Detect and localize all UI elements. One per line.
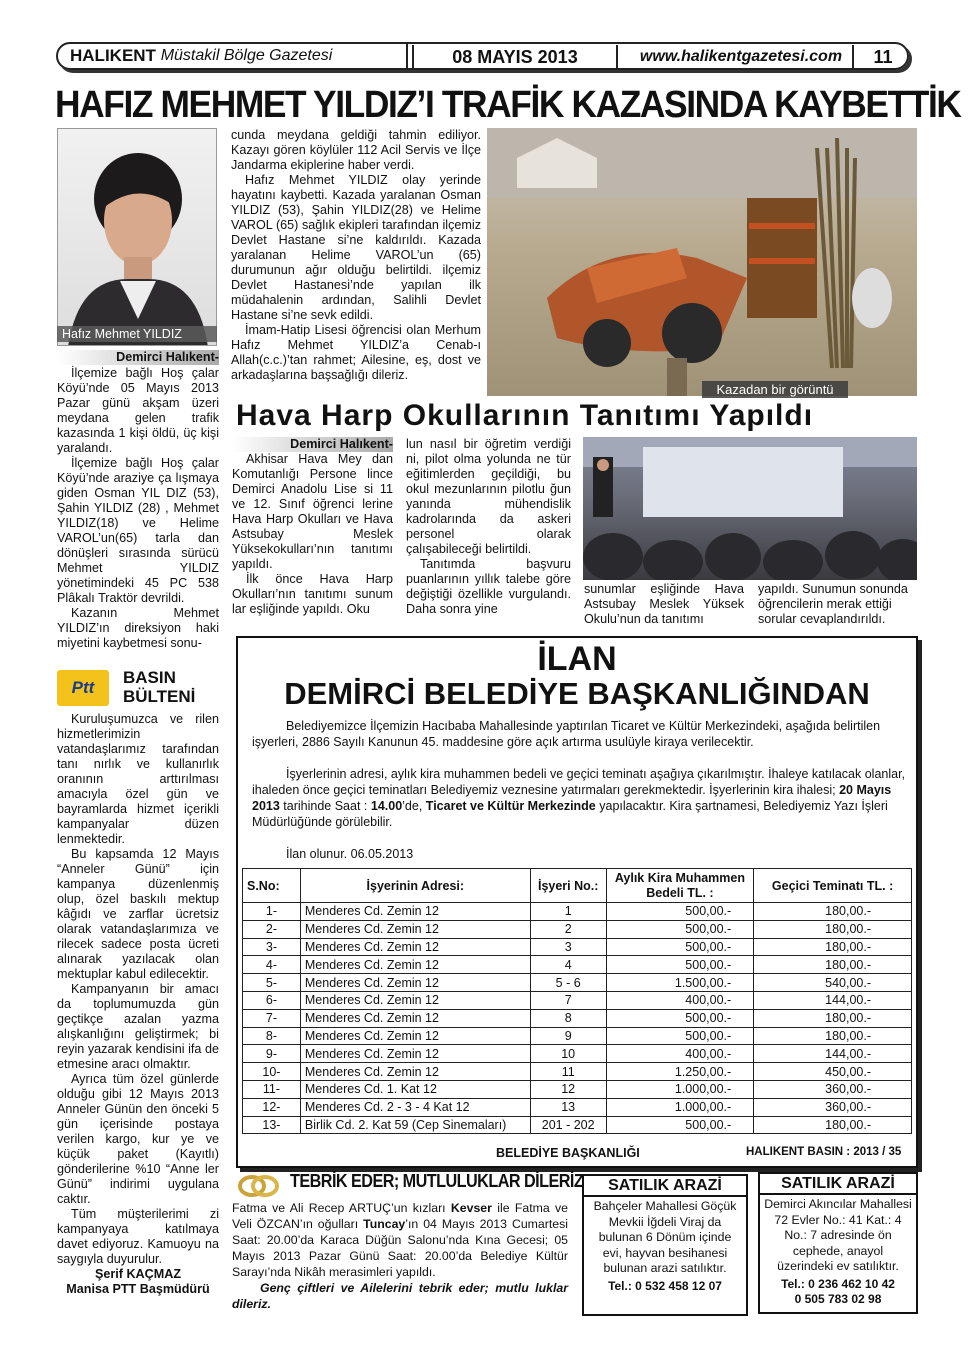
article1-col2-p1: cunda meydana geldiği tahmin ediliyor. Kazayı gören köylüler 112 Acil Servis ve İlçe Jandarma ekiplerine haber verdi.: [231, 128, 481, 172]
ptt-p5: Tüm müşterilerimi zi kampanyaya katılmaya davet ediyoruz. Kamuoyu na saygıyla duyurulur.: [57, 1207, 219, 1266]
row-rent: 500,00.-: [606, 1009, 754, 1027]
main-headline: HAFIZ MEHMET YILDIZ’I TRAFİK KAZASINDA KAYBETTİK: [55, 84, 961, 126]
accident-photo: [487, 128, 917, 396]
row-address: Menderes Cd. Zemin 12: [300, 938, 530, 956]
portrait-caption: Hafız Mehmet YILDIZ: [57, 326, 217, 342]
row-deposit: 360,00.-: [754, 1080, 912, 1098]
satilik1-phone: Tel.: 0 532 458 12 07: [608, 1278, 722, 1293]
ilan-p2d: yapılacaktır. Kira şartnamesi, Belediyemiz Yazı İşleri Müdürlüğünde görülebilir.: [252, 799, 888, 829]
article2-col4: yapıldı. Sunumun sonunda öğrencilerin merak ettiği sorular cevaplandırıldı.: [758, 582, 908, 626]
article2-title: Hava Harp Okullarının Tanıtımı Yapıldı: [236, 399, 814, 432]
issue-date: 08 MAYIS 2013: [412, 45, 618, 69]
masthead-brand: HALIKENT: [70, 46, 156, 65]
table-row: [243, 1098, 912, 1116]
ilan-p2a: İşyerlerinin adresi, aylık kira muhammen bedeli ve geçici teminatı aşağıya çıkarılmıştır. İhaleye katılacak olanlar, ihaleden önce geçici teminatları Belediyemiz veznesine yatırmaları gerekmektedir. İşyerlerinin kira ihalesi;: [252, 767, 906, 797]
satilik1-title: SATILIK ARAZİ: [584, 1176, 746, 1197]
ptt-logo-text: Ptt: [71, 678, 95, 697]
ilan-p2c: ’de,: [402, 799, 423, 813]
tebrik-title: TEBRİK EDER; MUTLULUKLAR DİLERİZ: [290, 1171, 584, 1191]
row-shop-no: 1: [530, 903, 606, 921]
row-shop-no: 9: [530, 1027, 606, 1045]
ilan-press-code: HALIKENT BASIN : 2013 / 35: [746, 1146, 902, 1158]
ptt-title2: BÜLTENİ: [123, 687, 196, 706]
row-sno: 4-: [243, 956, 301, 974]
row-rent: 500,00.-: [606, 1116, 754, 1134]
table-row: [243, 956, 912, 974]
row-shop-no: 8: [530, 1009, 606, 1027]
col-deposit: Geçici Teminatı TL. :: [754, 869, 912, 903]
row-rent: 1.500,00.-: [606, 974, 754, 992]
row-address: Menderes Cd. Zemin 12: [300, 1063, 530, 1081]
row-address: Menderes Cd. 1. Kat 12: [300, 1080, 530, 1098]
ptt-p3: Kampanyanın bir amacı da toplumumuzda gün geçtikçe azalan yazma alışkanlığını geliştirmek; bi reyin yazarak kendisini ifa de etmesine aracı olmaktır.: [57, 982, 219, 1071]
row-address: Menderes Cd. 2 - 3 - 4 Kat 12: [300, 1098, 530, 1116]
satilik2-title: SATILIK ARAZİ: [760, 1174, 916, 1195]
page-number: 11: [873, 47, 893, 67]
article1-col2-p3: İmam-Hatip Lisesi öğrencisi olan Merhum Hafız Mehmet YILDIZ’a Cenab-ı Allah(c.c.)’tan rahmet; Ailesine, eş, dost ve arkadaşlarına başsağlığı dileriz.: [231, 323, 481, 382]
row-deposit: 360,00.-: [754, 1098, 912, 1116]
ilan-auction-place: Ticaret ve Kültür Merkezinde: [425, 799, 596, 813]
row-address: Menderes Cd. Zemin 12: [300, 920, 530, 938]
row-address: Birlik Cd. 2. Kat 59 (Cep Sinemaları): [300, 1116, 530, 1134]
ilan-title: İLAN: [537, 640, 617, 678]
rings-icon: [236, 1174, 280, 1198]
row-shop-no: 7: [530, 991, 606, 1009]
ptt-p2: Bu kapsamda 12 Mayıs “Anneler Günü” için kampanya düzenlenmiş olup, özel baskılı mektup kâğıdı ve zarflar ücretsiz olarak vatandaşlarımıza ve rilecek sadece posta ücreti alınarak yazılacak olan mektuplar kabul edilecektir.: [57, 847, 219, 981]
satilik2-phone1: Tel.: 0 236 462 10 42: [781, 1276, 895, 1291]
row-deposit: 450,00.-: [754, 1063, 912, 1081]
portrait-photo: [57, 128, 217, 346]
row-rent: 400,00.-: [606, 991, 754, 1009]
row-shop-no: 4: [530, 956, 606, 974]
row-shop-no: 13: [530, 1098, 606, 1116]
article1-col2: [231, 128, 481, 383]
article1-col1-p3: Kazanın Mehmet YILDIZ’ın direksiyon haki miyetini kaybetmesi sonu-: [57, 606, 219, 650]
tebrik-t1: Fatma ve Ali Recep ARTUÇ’un kızları: [232, 1201, 451, 1215]
table-row: [243, 1009, 912, 1027]
table-row: [243, 920, 912, 938]
row-address: Menderes Cd. Zemin 12: [300, 1009, 530, 1027]
row-shop-no: 11: [530, 1063, 606, 1081]
tebrik-body: [232, 1200, 568, 1312]
tebrik-t2: ile Fatma ve Veli ÖZCAN’ın oğulları: [232, 1201, 569, 1231]
ilan-date: İlan olunur. 06.05.2013: [286, 847, 414, 861]
tebrik-groom: Tuncay: [363, 1217, 406, 1231]
table-row: [243, 991, 912, 1009]
satilik2-body: Demirci Akıncılar Mahallesi 72 Evler No.: 41 Kat.: 4 No.: 7 adresinde ön cephede, anayol üzerindeki ev satılıktır.: [764, 1197, 912, 1273]
article2-col1-p2: İlk önce Hava Harp Okulları’nın tanıtımı sunum lar eşliğinde yapıldı. Oku: [232, 572, 393, 616]
row-shop-no: 3: [530, 938, 606, 956]
row-address: Menderes Cd. Zemin 12: [300, 1027, 530, 1045]
row-shop-no: 10: [530, 1045, 606, 1063]
ilan-signature: BELEDİYE BAŞKANLIĞI: [496, 1146, 640, 1160]
ilan-paragraph2: [252, 766, 910, 830]
table-row: [243, 1063, 912, 1081]
row-rent: 1.000,00.-: [606, 1080, 754, 1098]
row-deposit: 180,00.-: [754, 1116, 912, 1134]
satilik-arazi-2: [758, 1172, 918, 1314]
row-sno: 12-: [243, 1098, 301, 1116]
row-address: Menderes Cd. Zemin 12: [300, 991, 530, 1009]
row-address: Menderes Cd. Zemin 12: [300, 956, 530, 974]
article2-col2-p1: lun nasıl bir öğretim verdiği ni, pilot olma yolunda ne tür eğitimlerden geçildiği, bu okul mezunlarının pilotlu ğun yanında mühendislik kadrolarında da askeri personel olarak çalışabileceği belirtildi.: [406, 437, 571, 556]
row-sno: 9-: [243, 1045, 301, 1063]
row-deposit: 180,00.-: [754, 938, 912, 956]
article2-col2: [406, 437, 571, 617]
ptt-p1: Kuruluşumuzca ve rilen hizmetlerimizin vatandaşlarımız tarafından tanı nırlık ve kullanırlık oranının arttırılması amacıyla özel gün ve bayramlarda hizmet içerikli kampanyalar düzen lenmektedir.: [57, 712, 219, 846]
ptt-signer-title: Manisa PTT Başmüdürü: [66, 1282, 210, 1296]
row-sno: 6-: [243, 991, 301, 1009]
row-deposit: 180,00.-: [754, 1009, 912, 1027]
row-address: Menderes Cd. Zemin 12: [300, 903, 530, 921]
ilan-auction-time: 14.00: [370, 799, 403, 813]
article1-col1: [57, 350, 219, 651]
article1-byline: Demirci Halıkent-: [116, 350, 219, 364]
row-rent: 400,00.-: [606, 1045, 754, 1063]
row-deposit: 540,00.-: [754, 974, 912, 992]
row-rent: 500,00.-: [606, 903, 754, 921]
accident-caption: Kazadan bir görüntü: [702, 381, 848, 398]
table-row: [243, 1080, 912, 1098]
article1-col1-p2: İlçemize bağlı Hoş çalar Köyü’nde araziye ça lışmaya giden Osman YIL DIZ (53), Şahin YILDIZ (28) , Mehmet YILDIZ(18) ve Helime VAROL’un(65) tarla dan dönüşleri sırasında sürücü Mehmet YILDIZ yönetimindeki 45 PC 538 Plâkalı Traktör devrildi.: [57, 456, 219, 605]
row-sno: 1-: [243, 903, 301, 921]
row-rent: 1.250,00.-: [606, 1063, 754, 1081]
tebrik-box: [232, 1170, 584, 1311]
row-shop-no: 12: [530, 1080, 606, 1098]
website: www.halikentgazetesi.com: [630, 45, 854, 69]
ilan-p2b: tarihinde Saat :: [283, 799, 368, 813]
row-rent: 500,00.-: [606, 938, 754, 956]
row-shop-no: 201 - 202: [530, 1116, 606, 1134]
satilik-arazi-1: [582, 1174, 748, 1316]
ptt-logo: [57, 670, 109, 706]
row-shop-no: 2: [530, 920, 606, 938]
row-shop-no: 5 - 6: [530, 974, 606, 992]
accident-image: [487, 128, 917, 396]
ptt-body: [57, 712, 219, 1297]
ilan-table-body: [243, 903, 912, 1134]
row-rent: 500,00.-: [606, 920, 754, 938]
ilan-subtitle: DEMİRCİ BELEDİYE BAŞKANLIĞINDAN: [284, 676, 870, 711]
ptt-signer: Şerif KAÇMAZ: [94, 1267, 182, 1281]
col-shop-no: İşyeri No.:: [530, 869, 606, 903]
row-sno: 7-: [243, 1009, 301, 1027]
table-row: [243, 974, 912, 992]
row-deposit: 144,00.-: [754, 1045, 912, 1063]
ptt-header: [57, 670, 219, 706]
col-rent: Aylık Kira Muhammen Bedeli TL. :: [606, 869, 754, 903]
classroom-image: [583, 437, 917, 580]
row-sno: 13-: [243, 1116, 301, 1134]
ptt-title1: BASIN: [123, 668, 176, 687]
row-address: Menderes Cd. Zemin 12: [300, 1045, 530, 1063]
row-deposit: 180,00.-: [754, 903, 912, 921]
row-sno: 11-: [243, 1080, 301, 1098]
article2-col3: sunumlar eşliğinde Hava Astsubay Meslek Yüksek Okulu’nun da tanıtımı: [584, 582, 744, 626]
article1-col1-p1: İlçemize bağlı Hoş çalar Köyü’nde 05 Mayıs 2013 Pazar günü akşam üzeri meydana gelen trafik kazasında 1 kişi öldü, üç kişi yaralandı.: [57, 366, 219, 455]
row-sno: 3-: [243, 938, 301, 956]
masthead-brand-box: [56, 42, 408, 70]
row-sno: 5-: [243, 974, 301, 992]
row-sno: 8-: [243, 1027, 301, 1045]
ilan-paragraph1: [252, 718, 910, 750]
row-address: Menderes Cd. Zemin 12: [300, 974, 530, 992]
tebrik-closing: Genç çiftleri ve Ailelerini tebrik eder; mutlu luklar dileriz.: [232, 1281, 568, 1311]
row-sno: 10-: [243, 1063, 301, 1081]
row-rent: 1.000,00.-: [606, 1098, 754, 1116]
article2-col1: [232, 437, 393, 617]
portrait-image: [58, 129, 217, 346]
table-row: [243, 903, 912, 921]
row-deposit: 180,00.-: [754, 1027, 912, 1045]
row-deposit: 144,00.-: [754, 991, 912, 1009]
tebrik-t3: ’ın 04 Mayıs 2013 Cumartesi Saat: 20.00’da Karaca Düğün Salonu’nda Kına Gecesi; 05 Mayıs 2013 Pazar Günü Saat: 20.00’da Belediye Kültür Sarayı’nda Nikâh merasimleri yapıldı.: [232, 1217, 568, 1279]
row-deposit: 180,00.-: [754, 956, 912, 974]
row-sno: 2-: [243, 920, 301, 938]
ptt-p4: Ayrıca tüm özel günlerde olduğu gibi 12 Mayıs 2013 Anneler Günün den önceki 5 gün içerisinde postaya verilen kargo, kur ye ve küçük paket (Kayıtlı) gönderilerine %10 “Anne ler Günü” indirimi uygulana caktır.: [57, 1072, 219, 1206]
row-rent: 500,00.-: [606, 956, 754, 974]
article2-col2-p2: Tanıtımda başvuru puanlarının yıllık talebe göre değiştiği özellikle vurgulandı. Daha sonra yine: [406, 557, 571, 616]
classroom-photo: [583, 437, 917, 580]
masthead-subtitle: Müstakil Bölge Gazetesi: [160, 47, 333, 64]
col-sno: S.No:: [243, 869, 301, 903]
ilan-auction-date: 20 Mayıs 2013: [252, 783, 892, 813]
satilik2-phone2: 0 505 783 02 98: [794, 1291, 882, 1306]
article2-col1-p1: Akhisar Hava Mey dan Komutanlığı Persone lince Demirci Anadolu Lise si 11 ve 12. Sınıf öğrenci lerine Hava Harp Okulları ve Hava Astsubay Meslek Yüksekokulları’nın tanıtımı yapıldı.: [232, 452, 393, 571]
table-row: [243, 938, 912, 956]
row-deposit: 180,00.-: [754, 920, 912, 938]
tebrik-bride: Kevser: [450, 1201, 492, 1215]
article2-byline: Demirci Halıkent-: [290, 437, 393, 451]
ilan-p1-text: Belediyemizce İlçemizin Hacıbaba Mahallesinde yaptırılan Ticaret ve Kültür Merkezindeki, aşağıda belirtilen işyerleri, 2886 Sayılı Kanunun 45. maddesine göre açık artırma usulüyle kiraya verilecektir.: [252, 719, 881, 749]
article1-col2-p2: Hafız Mehmet YILDIZ olay yerinde hayatını kaybetti. Kazada yaralanan Osman YILDIZ (53), Şahin YILDIZ(28) ve Helime VAROL (65) sağlık ekipleri tarafından ilçemiz Devlet Hastane si’ne kaldırıldı. Kazada yaralanan Helime VAROL’un (65) durumunun ağır olduğu belirtildi. ilçemiz Devlet Hastanesi’nde yapılan ilk müdahalenin ardından, Salihli Devlet Hastane si’ne sevk edildi.: [231, 173, 481, 322]
ilan-table-header: [243, 869, 912, 903]
satilik1-body: Bahçeler Mahallesi Göçük Mevkii İğdeli Viraj da bulunan 6 Dönüm içinde evi, hayvan besihanesi bulunan arazi satılıktır.: [593, 1199, 737, 1275]
col-address: İşyerinin Adresi:: [300, 869, 530, 903]
table-row: [243, 1045, 912, 1063]
row-rent: 500,00.-: [606, 1027, 754, 1045]
ilan-table: [242, 868, 912, 1134]
table-row: [243, 1027, 912, 1045]
table-row: [243, 1116, 912, 1134]
